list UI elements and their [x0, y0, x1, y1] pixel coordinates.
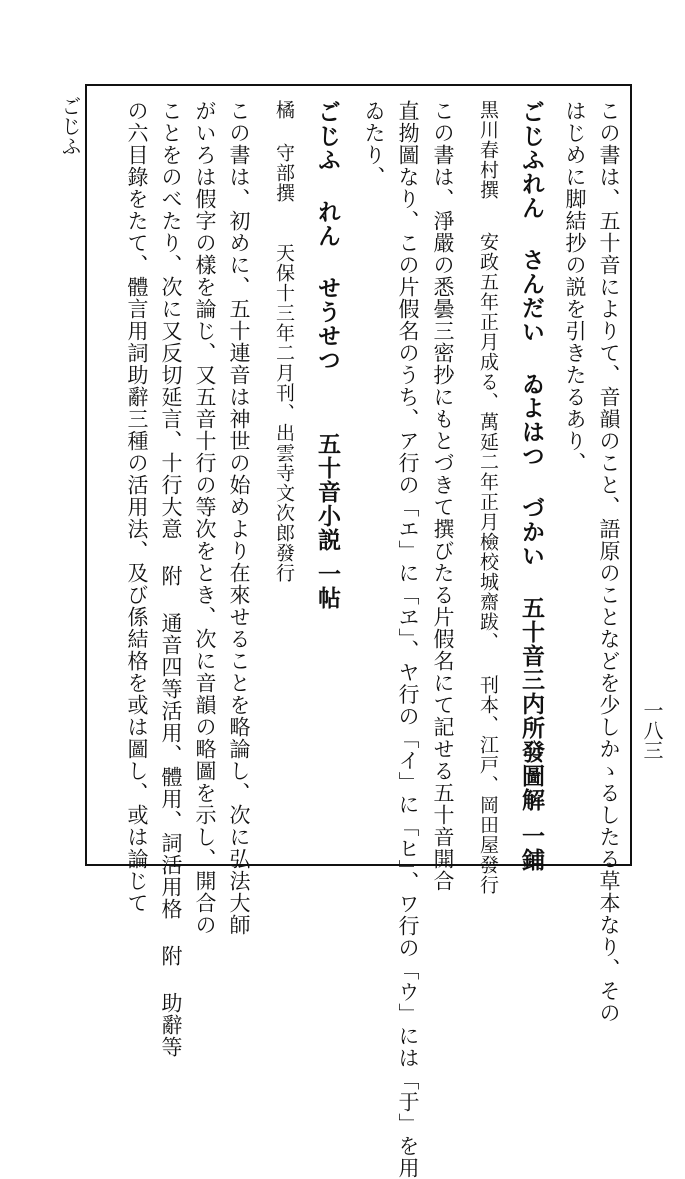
entry-heading-2 [316, 100, 339, 610]
text-column-6: 直拗圖なり、この片假名のうち、ア行の「エ」に「ヱ」、ヤ行の「イ」に「ヒ」、ワ行の「ウ」には「于」を用 [396, 100, 420, 1179]
entry-1-imprint [478, 100, 497, 895]
entry-1-author: 黒川春村撰 [477, 100, 499, 200]
entry-1-count: 一鋪 [518, 824, 545, 872]
entry-2-author: 橘 守部撰 [273, 100, 295, 203]
entry-2-imprint [274, 100, 293, 583]
text-column-7: ゐたり、 [362, 100, 386, 188]
entry-1-title: 五十音三内所發圖解 [518, 596, 545, 812]
text-column-13: の六目錄をたて、體言用詞助辭三種の活用法、及び係結格を或は圖し、或は論じて [125, 100, 149, 914]
text-column-10: この書は、初めに、五十連音は神世の始めより在來せることを略論し、次に弘法大師 [227, 100, 251, 936]
running-head: ごじふ [58, 96, 82, 156]
entry-2-count: 一帖 [314, 562, 341, 610]
page-number: 一八三 [640, 700, 664, 760]
entry-2-publication: 天保十三年二月刊、出雲寺文次郎發行 [273, 243, 295, 583]
text-column-2: はじめに脚結抄の説を引きたるあり、 [563, 100, 587, 474]
entry-2-title: 五十音小説 [314, 432, 341, 552]
entry-2-reading: ごじふ れん せうせつ [314, 100, 341, 372]
entry-heading-1 [520, 100, 543, 872]
entry-1-publication: 安政五年正月成る、萬延二年正月檢校城齋跋、 刊本、江戸、岡田屋發行 [477, 232, 499, 895]
text-column-12: ことをのべたり、次に又反切延言、十行大意 附 通音四等活用、體用、詞活用格 附 助辭等 [159, 100, 183, 1058]
text-column-11: がいろは假字の樣を論じ、又五音十行の等次をとき、次に音韻の略圖を示し、開合の [193, 100, 217, 936]
entry-1-reading: ごじふれん さんだい ゐよはつ づかい [518, 100, 545, 568]
text-column-1: この書は、五十音によりて、音韻のこと、語原のことなどを少しかゝるしたる草本なり、その [597, 100, 621, 1024]
text-column-5: この書は、淨嚴の悉曇三密抄にもとづきて撰びたる片假名にて記せる五十音開合 [431, 100, 455, 892]
